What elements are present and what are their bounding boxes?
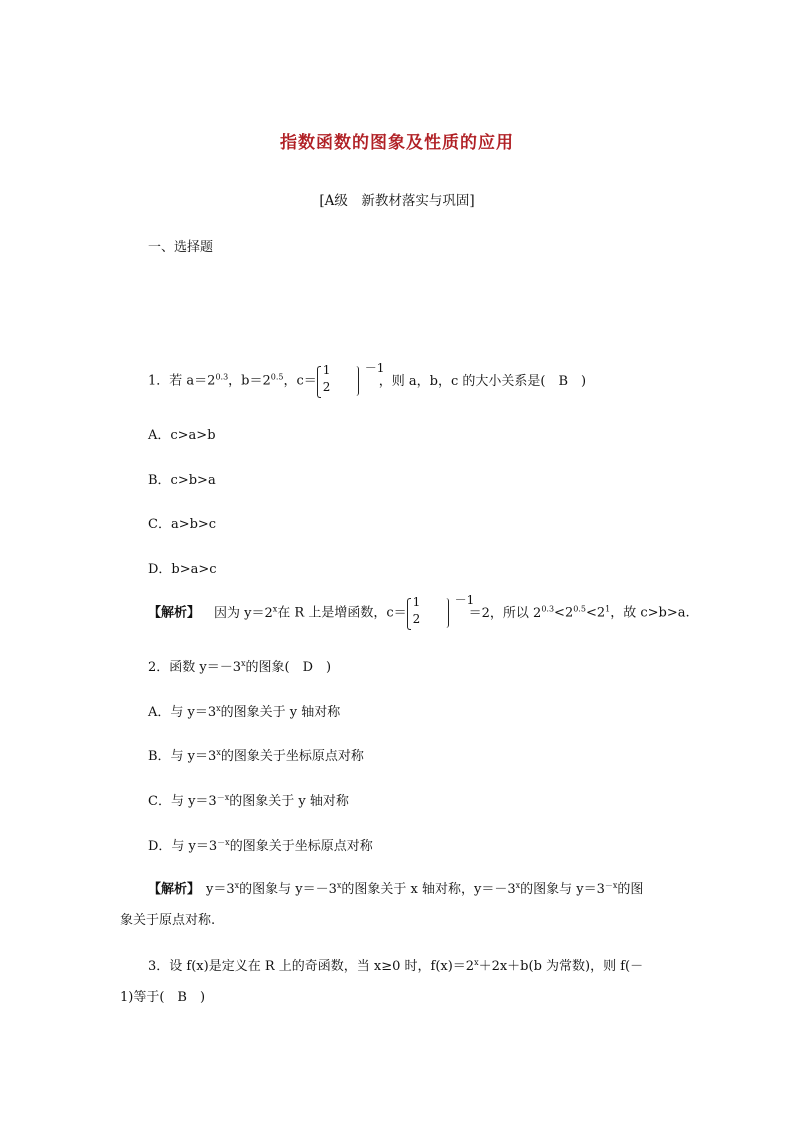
q1-a-exponent: 0.3 xyxy=(215,372,229,382)
analysis-text-f: ，故 c>b>a. xyxy=(610,605,690,621)
option-pre: C．与 y＝3 xyxy=(148,794,217,809)
fraction-denominator: 2 xyxy=(322,380,331,394)
page-title: 指数函数的图象及性质的应用 xyxy=(280,133,514,153)
analysis-text-e: 的图 xyxy=(617,882,644,897)
q2-stem-b: 的图象( D ) xyxy=(245,660,332,675)
question-3-line-1 xyxy=(148,955,643,974)
q2-option-c xyxy=(148,790,349,809)
analysis-exp-x: x xyxy=(272,604,278,614)
analysis-text-c: 的图象关于 x 轴对称，y＝－3 xyxy=(341,882,516,897)
option-post: 的图象关于 y 轴对称 xyxy=(229,794,349,809)
q3-text-b: ＋2x＋b(b 为常数)，则 f(－ xyxy=(478,959,644,974)
analysis-label: 【解析】 xyxy=(148,605,201,621)
fraction-exponent: －1 xyxy=(364,361,385,375)
q1-option-a: A．c>a>b xyxy=(148,428,216,443)
q2-option-d xyxy=(148,835,373,854)
option-exp: －x xyxy=(217,838,230,847)
q1-option-d: D．b>a>c xyxy=(148,562,217,577)
right-bracket xyxy=(355,366,359,396)
q1-prefix: 1．若 a＝2 xyxy=(148,373,216,389)
question-1-stem xyxy=(148,361,587,396)
option-pre: A．与 y＝3 xyxy=(148,705,217,720)
left-bracket xyxy=(407,598,411,630)
analysis-text-a: y＝3 xyxy=(206,882,235,897)
analysis-exp-4: －x xyxy=(604,881,618,890)
q2-option-a xyxy=(148,701,340,720)
analysis-text-a: 因为 y＝2 xyxy=(214,605,273,621)
q1-analysis xyxy=(148,593,690,628)
q1-b-exponent: 0.5 xyxy=(270,372,284,382)
q1-fraction xyxy=(317,361,385,396)
option-exp: x xyxy=(216,748,221,757)
option-pre: D．与 y＝3 xyxy=(148,839,218,854)
q2-stem-a: 2．函数 y＝－3 xyxy=(148,660,242,675)
analysis-text-d: 的图象与 y＝3 xyxy=(520,882,605,897)
analysis-label: 【解析】 xyxy=(148,882,201,897)
q1-option-b: B．c>b>a xyxy=(148,473,216,488)
analysis-exp-1: 0.3 xyxy=(541,604,555,614)
analysis-text-d: <2 xyxy=(554,605,574,621)
q2-stem-exp: x xyxy=(241,659,246,668)
analysis-text-c: ＝2，所以 2 xyxy=(468,605,542,621)
analysis-text-e: <2 xyxy=(585,605,606,621)
analysis-exp-3: x xyxy=(515,881,521,890)
fraction-numerator: 1 xyxy=(412,595,421,609)
option-pre: B．与 y＝3 xyxy=(148,749,217,764)
analysis-exp-1: x xyxy=(234,881,240,890)
q3-text-a: 3．设 f(x)是定义在 R 上的奇函数，当 x≥0 时，f(x)＝2 xyxy=(148,959,475,974)
option-post: 的图象关于坐标原点对称 xyxy=(229,839,373,854)
right-bracket xyxy=(445,598,449,628)
analysis-text-b: 的图象与 y＝－3 xyxy=(239,882,337,897)
q2-option-b xyxy=(148,745,364,764)
question-3-line-2: 1)等于( B ) xyxy=(120,990,206,1005)
left-bracket xyxy=(317,366,321,398)
option-post: 的图象关于 y 轴对称 xyxy=(220,705,341,720)
q1-option-c: C．a>b>c xyxy=(148,517,217,532)
section-heading: 一、选择题 xyxy=(148,240,214,255)
fraction-exponent: －1 xyxy=(454,593,475,607)
option-post: 的图象关于坐标原点对称 xyxy=(220,749,364,764)
q1-mid: ，b＝2 xyxy=(228,373,271,389)
q2-analysis-line-2: 象关于原点对称. xyxy=(120,913,216,928)
analysis-exp-2: 0.5 xyxy=(573,604,586,614)
analysis-exp-3: 1 xyxy=(605,604,611,614)
option-exp: x xyxy=(216,704,221,713)
q3-exp: x xyxy=(474,958,479,967)
fraction-denominator: 2 xyxy=(412,612,421,626)
level-subtitle: [A级 新教材落实与巩固] xyxy=(319,193,475,209)
q1-suffix: ，则 a，b，c 的大小关系是( B ) xyxy=(378,373,587,389)
option-exp: －x xyxy=(216,793,230,802)
analysis-fraction xyxy=(407,593,475,628)
analysis-exp-2: x xyxy=(336,881,342,890)
analysis-text-b: 在 R 上是增函数，c＝ xyxy=(277,605,407,621)
q2-analysis-line-1 xyxy=(148,878,643,897)
q1-c-label: ，c＝ xyxy=(283,373,317,389)
fraction-numerator: 1 xyxy=(322,363,331,377)
question-2-stem xyxy=(148,656,331,675)
